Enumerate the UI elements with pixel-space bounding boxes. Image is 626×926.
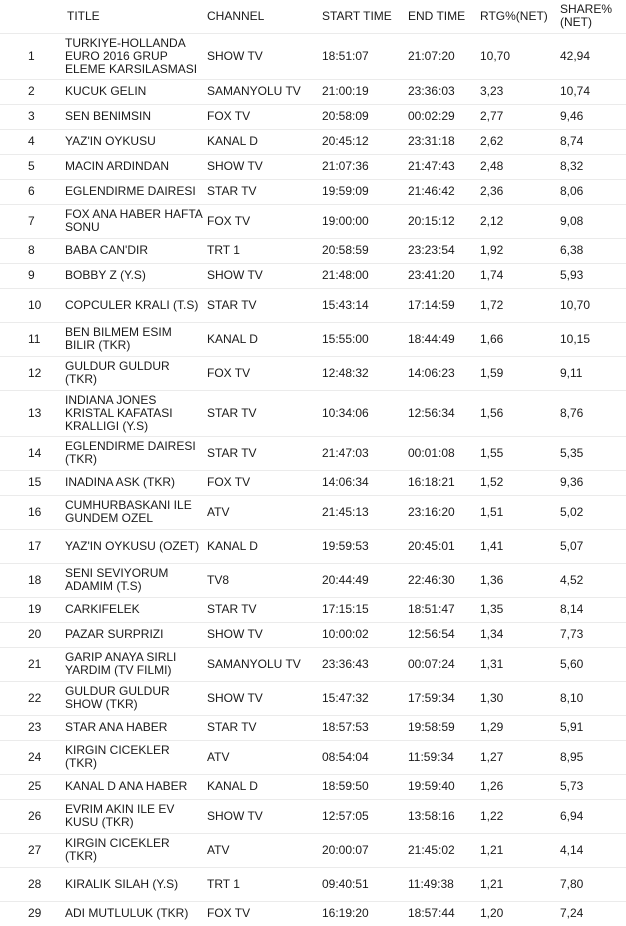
start-time-cell: 15:43:14 <box>320 288 406 322</box>
end-time-cell: 21:45:02 <box>406 833 478 867</box>
channel-cell: STAR TV <box>205 436 320 470</box>
start-time-cell: 18:51:07 <box>320 33 406 79</box>
rank-cell: 23 <box>0 715 65 740</box>
channel-cell: ATV <box>205 495 320 529</box>
rating-cell: 1,36 <box>478 563 558 597</box>
share-cell: 10,70 <box>558 288 626 322</box>
end-time-cell: 19:58:59 <box>406 715 478 740</box>
rating-cell: 1,92 <box>478 238 558 263</box>
rating-cell: 1,34 <box>478 622 558 647</box>
end-time-cell: 14:06:23 <box>406 356 478 390</box>
start-time-cell: 21:00:19 <box>320 79 406 104</box>
end-time-cell: 11:49:38 <box>406 867 478 901</box>
rank-cell: 27 <box>0 833 65 867</box>
title-cell: GULDUR GULDUR SHOW (TKR) <box>65 681 205 715</box>
rank-cell: 15 <box>0 470 65 495</box>
start-time-cell: 16:19:20 <box>320 901 406 926</box>
start-time-cell: 21:48:00 <box>320 263 406 288</box>
start-time-cell: 21:47:03 <box>320 436 406 470</box>
channel-cell: ATV <box>205 740 320 774</box>
title-cell: TURKIYE-HOLLANDA EURO 2016 GRUP ELEME KARSILASMASI <box>65 33 205 79</box>
share-cell: 8,76 <box>558 390 626 436</box>
rating-cell: 1,26 <box>478 774 558 799</box>
end-time-cell: 21:46:42 <box>406 179 478 204</box>
rank-cell: 19 <box>0 597 65 622</box>
table-row <box>0 79 626 104</box>
start-time-cell: 20:45:12 <box>320 129 406 154</box>
end-time-cell: 18:51:47 <box>406 597 478 622</box>
title-cell: EGLENDIRME DAIRESI <box>65 179 205 204</box>
title-cell: KUCUK GELIN <box>65 79 205 104</box>
share-cell: 8,32 <box>558 154 626 179</box>
rating-cell: 1,21 <box>478 833 558 867</box>
share-cell: 7,73 <box>558 622 626 647</box>
table-row <box>0 390 626 436</box>
table-row <box>0 263 626 288</box>
share-cell: 5,35 <box>558 436 626 470</box>
title-cell: BEN BILMEM ESIM BILIR (TKR) <box>65 322 205 356</box>
start-time-cell: 18:57:53 <box>320 715 406 740</box>
title-cell: MACIN ARDINDAN <box>65 154 205 179</box>
rank-cell: 28 <box>0 867 65 901</box>
start-time-cell: 09:40:51 <box>320 867 406 901</box>
channel-cell: KANAL D <box>205 322 320 356</box>
table-row <box>0 495 626 529</box>
rating-cell: 2,36 <box>478 179 558 204</box>
table-body <box>0 33 626 926</box>
end-time-cell: 00:01:08 <box>406 436 478 470</box>
title-cell: INDIANA JONES KRISTAL KAFATASI KRALLIGI (Y.S) <box>65 390 205 436</box>
header-channel: CHANNEL <box>207 8 265 23</box>
header-share: SHARE% (NET) <box>560 2 613 30</box>
channel-cell: KANAL D <box>205 774 320 799</box>
end-time-cell: 00:07:24 <box>406 647 478 681</box>
header-rank <box>0 0 65 33</box>
share-cell: 8,95 <box>558 740 626 774</box>
title-cell: SEN BENIMSIN <box>65 104 205 129</box>
rating-cell: 1,21 <box>478 867 558 901</box>
rating-cell: 1,72 <box>478 288 558 322</box>
table-row <box>0 33 626 79</box>
end-time-cell: 20:45:01 <box>406 529 478 563</box>
end-time-cell: 13:58:16 <box>406 799 478 833</box>
title-cell: EGLENDIRME DAIRESI (TKR) <box>65 436 205 470</box>
rank-cell: 17 <box>0 529 65 563</box>
channel-cell: STAR TV <box>205 715 320 740</box>
start-time-cell: 19:00:00 <box>320 204 406 238</box>
title-cell: GARIP ANAYA SIRLI YARDIM (TV FILMI) <box>65 647 205 681</box>
table-row <box>0 799 626 833</box>
table-row <box>0 104 626 129</box>
channel-cell: SHOW TV <box>205 154 320 179</box>
rating-cell: 1,35 <box>478 597 558 622</box>
title-cell: GULDUR GULDUR (TKR) <box>65 356 205 390</box>
rating-cell: 10,70 <box>478 33 558 79</box>
share-cell: 42,94 <box>558 33 626 79</box>
start-time-cell: 12:57:05 <box>320 799 406 833</box>
title-cell: YAZ'IN OYKUSU (OZET) <box>65 529 205 563</box>
end-time-cell: 23:31:18 <box>406 129 478 154</box>
rating-cell: 1,51 <box>478 495 558 529</box>
table-row <box>0 154 626 179</box>
share-cell: 9,36 <box>558 470 626 495</box>
rank-cell: 12 <box>0 356 65 390</box>
table-row <box>0 647 626 681</box>
rating-cell: 2,48 <box>478 154 558 179</box>
rank-cell: 16 <box>0 495 65 529</box>
start-time-cell: 20:00:07 <box>320 833 406 867</box>
channel-cell: FOX TV <box>205 204 320 238</box>
rating-cell: 3,23 <box>478 79 558 104</box>
table-row <box>0 597 626 622</box>
channel-cell: ATV <box>205 833 320 867</box>
start-time-cell: 15:47:32 <box>320 681 406 715</box>
share-cell: 6,94 <box>558 799 626 833</box>
share-cell: 5,60 <box>558 647 626 681</box>
table-row <box>0 238 626 263</box>
share-cell: 5,93 <box>558 263 626 288</box>
rank-cell: 24 <box>0 740 65 774</box>
end-time-cell: 23:41:20 <box>406 263 478 288</box>
rank-cell: 11 <box>0 322 65 356</box>
table-row <box>0 740 626 774</box>
title-cell: PAZAR SURPRIZI <box>65 622 205 647</box>
rating-cell: 1,52 <box>478 470 558 495</box>
rank-cell: 5 <box>0 154 65 179</box>
table-row <box>0 774 626 799</box>
end-time-cell: 23:16:20 <box>406 495 478 529</box>
channel-cell: FOX TV <box>205 356 320 390</box>
table-row <box>0 470 626 495</box>
end-time-cell: 19:59:40 <box>406 774 478 799</box>
channel-cell: SHOW TV <box>205 799 320 833</box>
table-row <box>0 867 626 901</box>
rank-cell: 6 <box>0 179 65 204</box>
end-time-cell: 23:36:03 <box>406 79 478 104</box>
channel-cell: TRT 1 <box>205 238 320 263</box>
table-header-row <box>0 0 626 33</box>
end-time-cell: 16:18:21 <box>406 470 478 495</box>
end-time-cell: 18:44:49 <box>406 322 478 356</box>
channel-cell: SHOW TV <box>205 622 320 647</box>
start-time-cell: 15:55:00 <box>320 322 406 356</box>
table-row <box>0 529 626 563</box>
rating-cell: 1,30 <box>478 681 558 715</box>
table-row <box>0 179 626 204</box>
channel-cell: SHOW TV <box>205 33 320 79</box>
table-row <box>0 833 626 867</box>
channel-cell: TV8 <box>205 563 320 597</box>
share-cell: 5,91 <box>558 715 626 740</box>
title-cell: YAZ'IN OYKUSU <box>65 129 205 154</box>
share-cell: 7,24 <box>558 901 626 926</box>
title-cell: BOBBY Z (Y.S) <box>65 263 205 288</box>
rating-cell: 1,29 <box>478 715 558 740</box>
start-time-cell: 21:45:13 <box>320 495 406 529</box>
start-time-cell: 17:15:15 <box>320 597 406 622</box>
share-cell: 5,07 <box>558 529 626 563</box>
table-row <box>0 901 626 926</box>
end-time-cell: 17:14:59 <box>406 288 478 322</box>
rating-cell: 1,27 <box>478 740 558 774</box>
rating-cell: 2,12 <box>478 204 558 238</box>
channel-cell: STAR TV <box>205 179 320 204</box>
start-time-cell: 12:48:32 <box>320 356 406 390</box>
title-cell: ADI MUTLULUK (TKR) <box>65 901 205 926</box>
share-cell: 8,06 <box>558 179 626 204</box>
rating-cell: 1,55 <box>478 436 558 470</box>
share-cell: 8,10 <box>558 681 626 715</box>
header-start-time: START TIME <box>322 8 392 23</box>
channel-cell: SAMANYOLU TV <box>205 647 320 681</box>
title-cell: KIRGIN CICEKLER (TKR) <box>65 740 205 774</box>
table-row <box>0 288 626 322</box>
rank-cell: 8 <box>0 238 65 263</box>
start-time-cell: 20:58:09 <box>320 104 406 129</box>
rank-cell: 14 <box>0 436 65 470</box>
start-time-cell: 10:00:02 <box>320 622 406 647</box>
share-cell: 5,02 <box>558 495 626 529</box>
channel-cell: STAR TV <box>205 390 320 436</box>
start-time-cell: 18:59:50 <box>320 774 406 799</box>
rating-cell: 2,77 <box>478 104 558 129</box>
share-cell: 8,14 <box>558 597 626 622</box>
rank-cell: 29 <box>0 901 65 926</box>
start-time-cell: 19:59:53 <box>320 529 406 563</box>
share-cell: 10,15 <box>558 322 626 356</box>
start-time-cell: 21:07:36 <box>320 154 406 179</box>
title-cell: KANAL D ANA HABER <box>65 774 205 799</box>
rating-cell: 1,41 <box>478 529 558 563</box>
rank-cell: 26 <box>0 799 65 833</box>
end-time-cell: 17:59:34 <box>406 681 478 715</box>
channel-cell: SAMANYOLU TV <box>205 79 320 104</box>
channel-cell: KANAL D <box>205 129 320 154</box>
channel-cell: STAR TV <box>205 288 320 322</box>
start-time-cell: 10:34:06 <box>320 390 406 436</box>
rating-cell: 1,74 <box>478 263 558 288</box>
rank-cell: 3 <box>0 104 65 129</box>
end-time-cell: 11:59:34 <box>406 740 478 774</box>
title-cell: KIRGIN CICEKLER (TKR) <box>65 833 205 867</box>
table-row <box>0 563 626 597</box>
end-time-cell: 12:56:34 <box>406 390 478 436</box>
title-cell: CARKIFELEK <box>65 597 205 622</box>
title-cell: FOX ANA HABER HAFTA SONU <box>65 204 205 238</box>
channel-cell: STAR TV <box>205 597 320 622</box>
rank-cell: 21 <box>0 647 65 681</box>
channel-cell: FOX TV <box>205 104 320 129</box>
end-time-cell: 21:07:20 <box>406 33 478 79</box>
end-time-cell: 00:02:29 <box>406 104 478 129</box>
start-time-cell: 14:06:34 <box>320 470 406 495</box>
rating-cell: 2,62 <box>478 129 558 154</box>
rank-cell: 1 <box>0 33 65 79</box>
title-cell: EVRIM AKIN ILE EV KUSU (TKR) <box>65 799 205 833</box>
header-title: TITLE <box>67 8 100 23</box>
title-cell: INADINA ASK (TKR) <box>65 470 205 495</box>
rating-cell: 1,56 <box>478 390 558 436</box>
rating-cell: 1,31 <box>478 647 558 681</box>
table-row <box>0 129 626 154</box>
rank-cell: 4 <box>0 129 65 154</box>
end-time-cell: 18:57:44 <box>406 901 478 926</box>
rating-cell: 1,59 <box>478 356 558 390</box>
table-row <box>0 436 626 470</box>
share-cell: 10,74 <box>558 79 626 104</box>
rank-cell: 22 <box>0 681 65 715</box>
share-cell: 4,14 <box>558 833 626 867</box>
rank-cell: 20 <box>0 622 65 647</box>
start-time-cell: 20:44:49 <box>320 563 406 597</box>
end-time-cell: 22:46:30 <box>406 563 478 597</box>
end-time-cell: 12:56:54 <box>406 622 478 647</box>
start-time-cell: 23:36:43 <box>320 647 406 681</box>
rating-cell: 1,20 <box>478 901 558 926</box>
channel-cell: TRT 1 <box>205 867 320 901</box>
title-cell: BABA CAN'DIR <box>65 238 205 263</box>
start-time-cell: 08:54:04 <box>320 740 406 774</box>
rank-cell: 13 <box>0 390 65 436</box>
end-time-cell: 23:23:54 <box>406 238 478 263</box>
title-cell: COPCULER KRALI (T.S) <box>65 288 205 322</box>
rank-cell: 2 <box>0 79 65 104</box>
channel-cell: FOX TV <box>205 470 320 495</box>
share-cell: 9,11 <box>558 356 626 390</box>
table-row <box>0 622 626 647</box>
table-row <box>0 322 626 356</box>
share-cell: 8,74 <box>558 129 626 154</box>
title-cell: STAR ANA HABER <box>65 715 205 740</box>
rating-cell: 1,22 <box>478 799 558 833</box>
start-time-cell: 20:58:59 <box>320 238 406 263</box>
header-end-time: END TIME <box>408 8 466 23</box>
share-cell: 6,38 <box>558 238 626 263</box>
rank-cell: 10 <box>0 288 65 322</box>
table-row <box>0 681 626 715</box>
share-cell: 9,08 <box>558 204 626 238</box>
channel-cell: SHOW TV <box>205 263 320 288</box>
rank-cell: 25 <box>0 774 65 799</box>
table-row <box>0 204 626 238</box>
channel-cell: SHOW TV <box>205 681 320 715</box>
end-time-cell: 20:15:12 <box>406 204 478 238</box>
title-cell: KIRALIK SILAH (Y.S) <box>65 867 205 901</box>
table-row <box>0 356 626 390</box>
channel-cell: FOX TV <box>205 901 320 926</box>
rank-cell: 7 <box>0 204 65 238</box>
channel-cell: KANAL D <box>205 529 320 563</box>
share-cell: 9,46 <box>558 104 626 129</box>
header-rating: RTG%(NET) <box>480 8 548 23</box>
end-time-cell: 21:47:43 <box>406 154 478 179</box>
share-cell: 4,52 <box>558 563 626 597</box>
share-cell: 5,73 <box>558 774 626 799</box>
title-cell: SENI SEVIYORUM ADAMIM (T.S) <box>65 563 205 597</box>
rank-cell: 9 <box>0 263 65 288</box>
rank-cell: 18 <box>0 563 65 597</box>
rating-cell: 1,66 <box>478 322 558 356</box>
share-cell: 7,80 <box>558 867 626 901</box>
table-row <box>0 715 626 740</box>
title-cell: CUMHURBASKANI ILE GUNDEM OZEL <box>65 495 205 529</box>
start-time-cell: 19:59:09 <box>320 179 406 204</box>
